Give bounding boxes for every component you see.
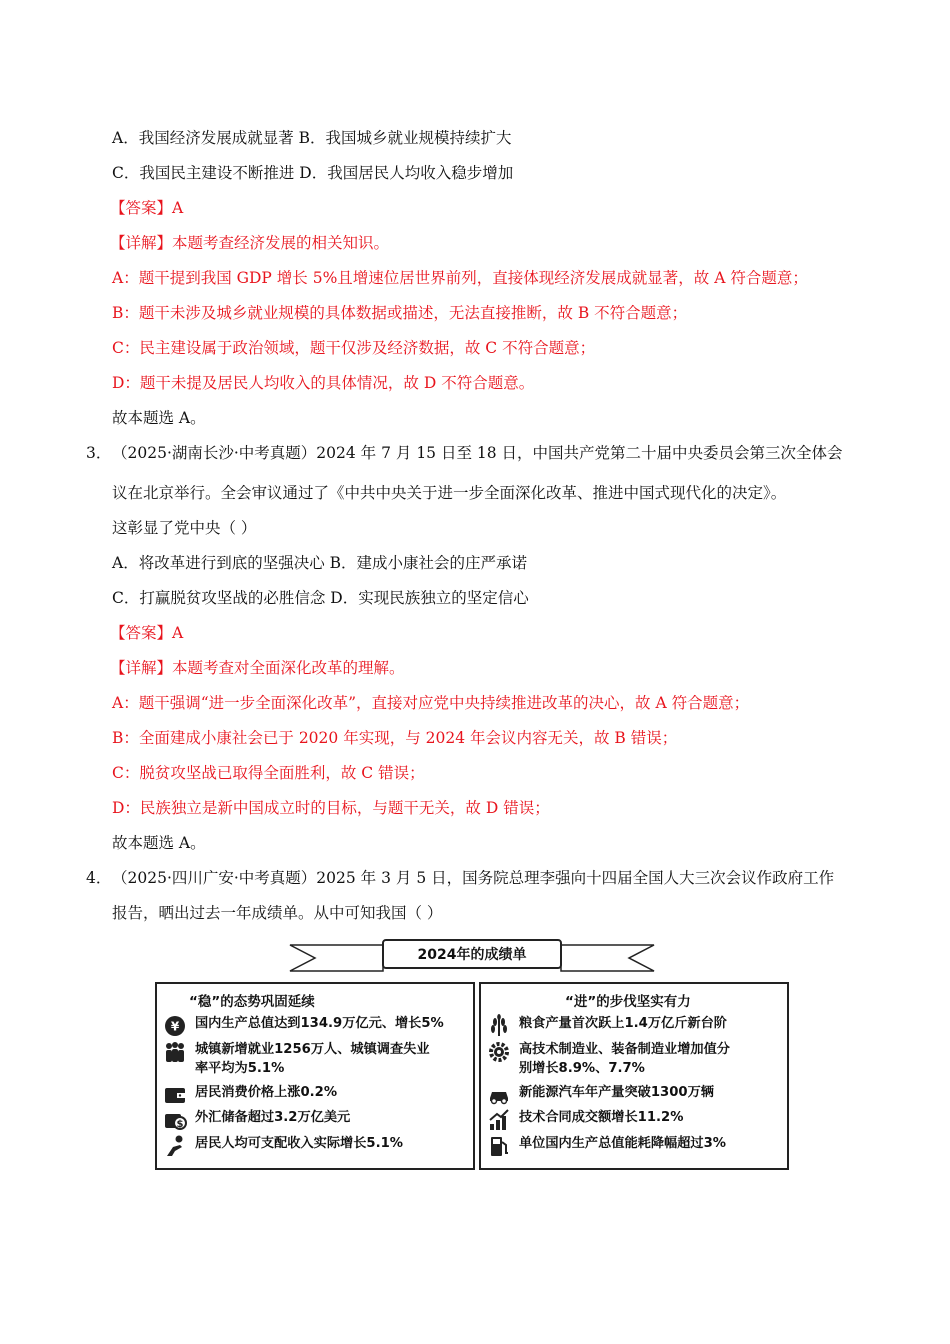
people-icon: [163, 1040, 187, 1064]
fuel-icon: [487, 1134, 511, 1158]
item-text: 外汇储备超过3.2万亿美元: [195, 1110, 351, 1125]
q2-explain-b: B：题干未涉及城乡就业规模的具体数据或描述，无法直接推断，故 B 不符合题意；: [112, 304, 688, 322]
item-text-cont: 别增长8.9%、7.7%: [519, 1061, 645, 1076]
gdp-coin-icon: [163, 1014, 187, 1038]
q2-explain-head: 【详解】本题考查经济发展的相关知识。: [110, 234, 390, 252]
q3-explain-d: D：民族独立是新中国成立时的目标，与题干无关，故 D 错误；: [112, 799, 550, 817]
q2-explain-c: C：民主建设属于政治领域，题干仅涉及经济数据，故 C 不符合题意；: [112, 339, 596, 357]
svg-text:¥: ¥: [170, 1019, 180, 1034]
q2-conclusion: 故本题选 A。: [112, 409, 206, 427]
banner-title: 2024年的成绩单: [417, 947, 527, 963]
q4-stem-line1: （2025·四川广安·中考真题）2025 年 3 月 5 日，国务院总理李强向十四届全国人大三次会议作政府工作: [112, 869, 835, 887]
item-text: 城镇新增就业1256万人、城镇调查失业: [195, 1042, 430, 1057]
progress-panel: [479, 982, 789, 1170]
money-bag-icon: [163, 1108, 187, 1132]
list-item: [163, 1134, 403, 1158]
item-text-cont: 率平均为5.1%: [195, 1061, 285, 1076]
q3-number: 3．: [86, 444, 112, 462]
q3-stem-line2: 议在北京举行。全会审议通过了《中共中央关于进一步全面深化改革、推进中国式现代化的决定》。: [112, 484, 787, 502]
q3-explain-b: B：全面建成小康社会已于 2020 年实现，与 2024 年会议内容无关，故 B 错误；: [112, 729, 678, 747]
item-text: 粮食产量首次跃上1.4万亿斤新台阶: [519, 1016, 727, 1031]
q3-options-cd: C．打赢脱贫攻坚战的必胜信念 D．实现民族独立的坚定信心: [112, 589, 529, 607]
list-item: [163, 1040, 430, 1078]
stability-panel-title: “稳”的态势巩固延续: [189, 994, 315, 1010]
list-item: [487, 1083, 714, 1107]
hand-coin-icon: [163, 1134, 187, 1158]
item-text: 国内生产总值达到134.9万亿元、增长5%: [195, 1016, 444, 1031]
q3-explain-c: C：脱贫攻坚战已取得全面胜利，故 C 错误；: [112, 764, 425, 782]
ribbon-banner: [155, 938, 789, 978]
q2-explain-a: A：题干提到我国 GDP 增长 5%且增速位居世界前列，直接体现经济发展成就显著，故 A 符合题意；: [112, 269, 808, 287]
list-item: [163, 1108, 350, 1132]
item-text: 居民人均可支配收入实际增长5.1%: [195, 1136, 404, 1151]
q4-stem-line2: 报告，晒出过去一年成绩单。从中可知我国（ ）: [112, 904, 443, 922]
stability-panel: [155, 982, 475, 1170]
q3-answer: 【答案】A: [110, 624, 184, 642]
item-text: 高技术制造业、装备制造业增加值分: [519, 1042, 730, 1057]
q2-answer: 【答案】A: [110, 199, 184, 217]
bar-growth-icon: [487, 1108, 511, 1132]
q4-number: 4．: [86, 869, 112, 887]
progress-panel-title: “进”的步伐坚实有力: [565, 994, 691, 1010]
q2-explain-d: D：题干未提及居民人均收入的具体情况，故 D 不符合题意。: [112, 374, 535, 392]
list-item: [487, 1040, 730, 1078]
q2-options-cd: C．我国民主建设不断推进 D．我国居民人均收入稳步增加: [112, 164, 514, 182]
item-text: 新能源汽车年产量突破1300万辆: [519, 1085, 714, 1100]
q3-stem-line1: （2025·湖南长沙·中考真题）2024 年 7 月 15 日至 18 日，中国共产党第二十届中央委员会第三次全体会: [112, 444, 843, 462]
item-text: 居民消费价格上涨0.2%: [195, 1085, 338, 1100]
q3-explain-head: 【详解】本题考查对全面深化改革的理解。: [110, 659, 405, 677]
q3-conclusion: 故本题选 A。: [112, 834, 206, 852]
q2-options-ab: A．我国经济发展成就显著 B．我国城乡就业规模持续扩大: [112, 129, 512, 147]
wallet-icon: [163, 1083, 187, 1107]
list-item: [163, 1083, 337, 1107]
gear-icon: [487, 1040, 511, 1064]
q3-stem-line3: 这彰显了党中央（ ）: [112, 519, 257, 537]
list-item: [487, 1134, 726, 1158]
q3-explain-a: A：题干强调“进一步全面深化改革”，直接对应党中央持续推进改革的决心，故 A 符合题意；: [112, 694, 750, 712]
item-text: 技术合同成交额增长11.2%: [519, 1110, 684, 1125]
list-item: [487, 1108, 683, 1132]
report-card-figure: [155, 938, 789, 1176]
list-item: [487, 1014, 727, 1038]
wheat-icon: [487, 1014, 511, 1038]
car-icon: [487, 1083, 511, 1107]
list-item: [163, 1014, 444, 1038]
item-text: 单位国内生产总值能耗降幅超过3%: [519, 1136, 727, 1151]
q3-options-ab: A．将改革进行到底的坚强决心 B．建成小康社会的庄严承诺: [112, 554, 528, 572]
svg-text:$: $: [176, 1119, 184, 1130]
